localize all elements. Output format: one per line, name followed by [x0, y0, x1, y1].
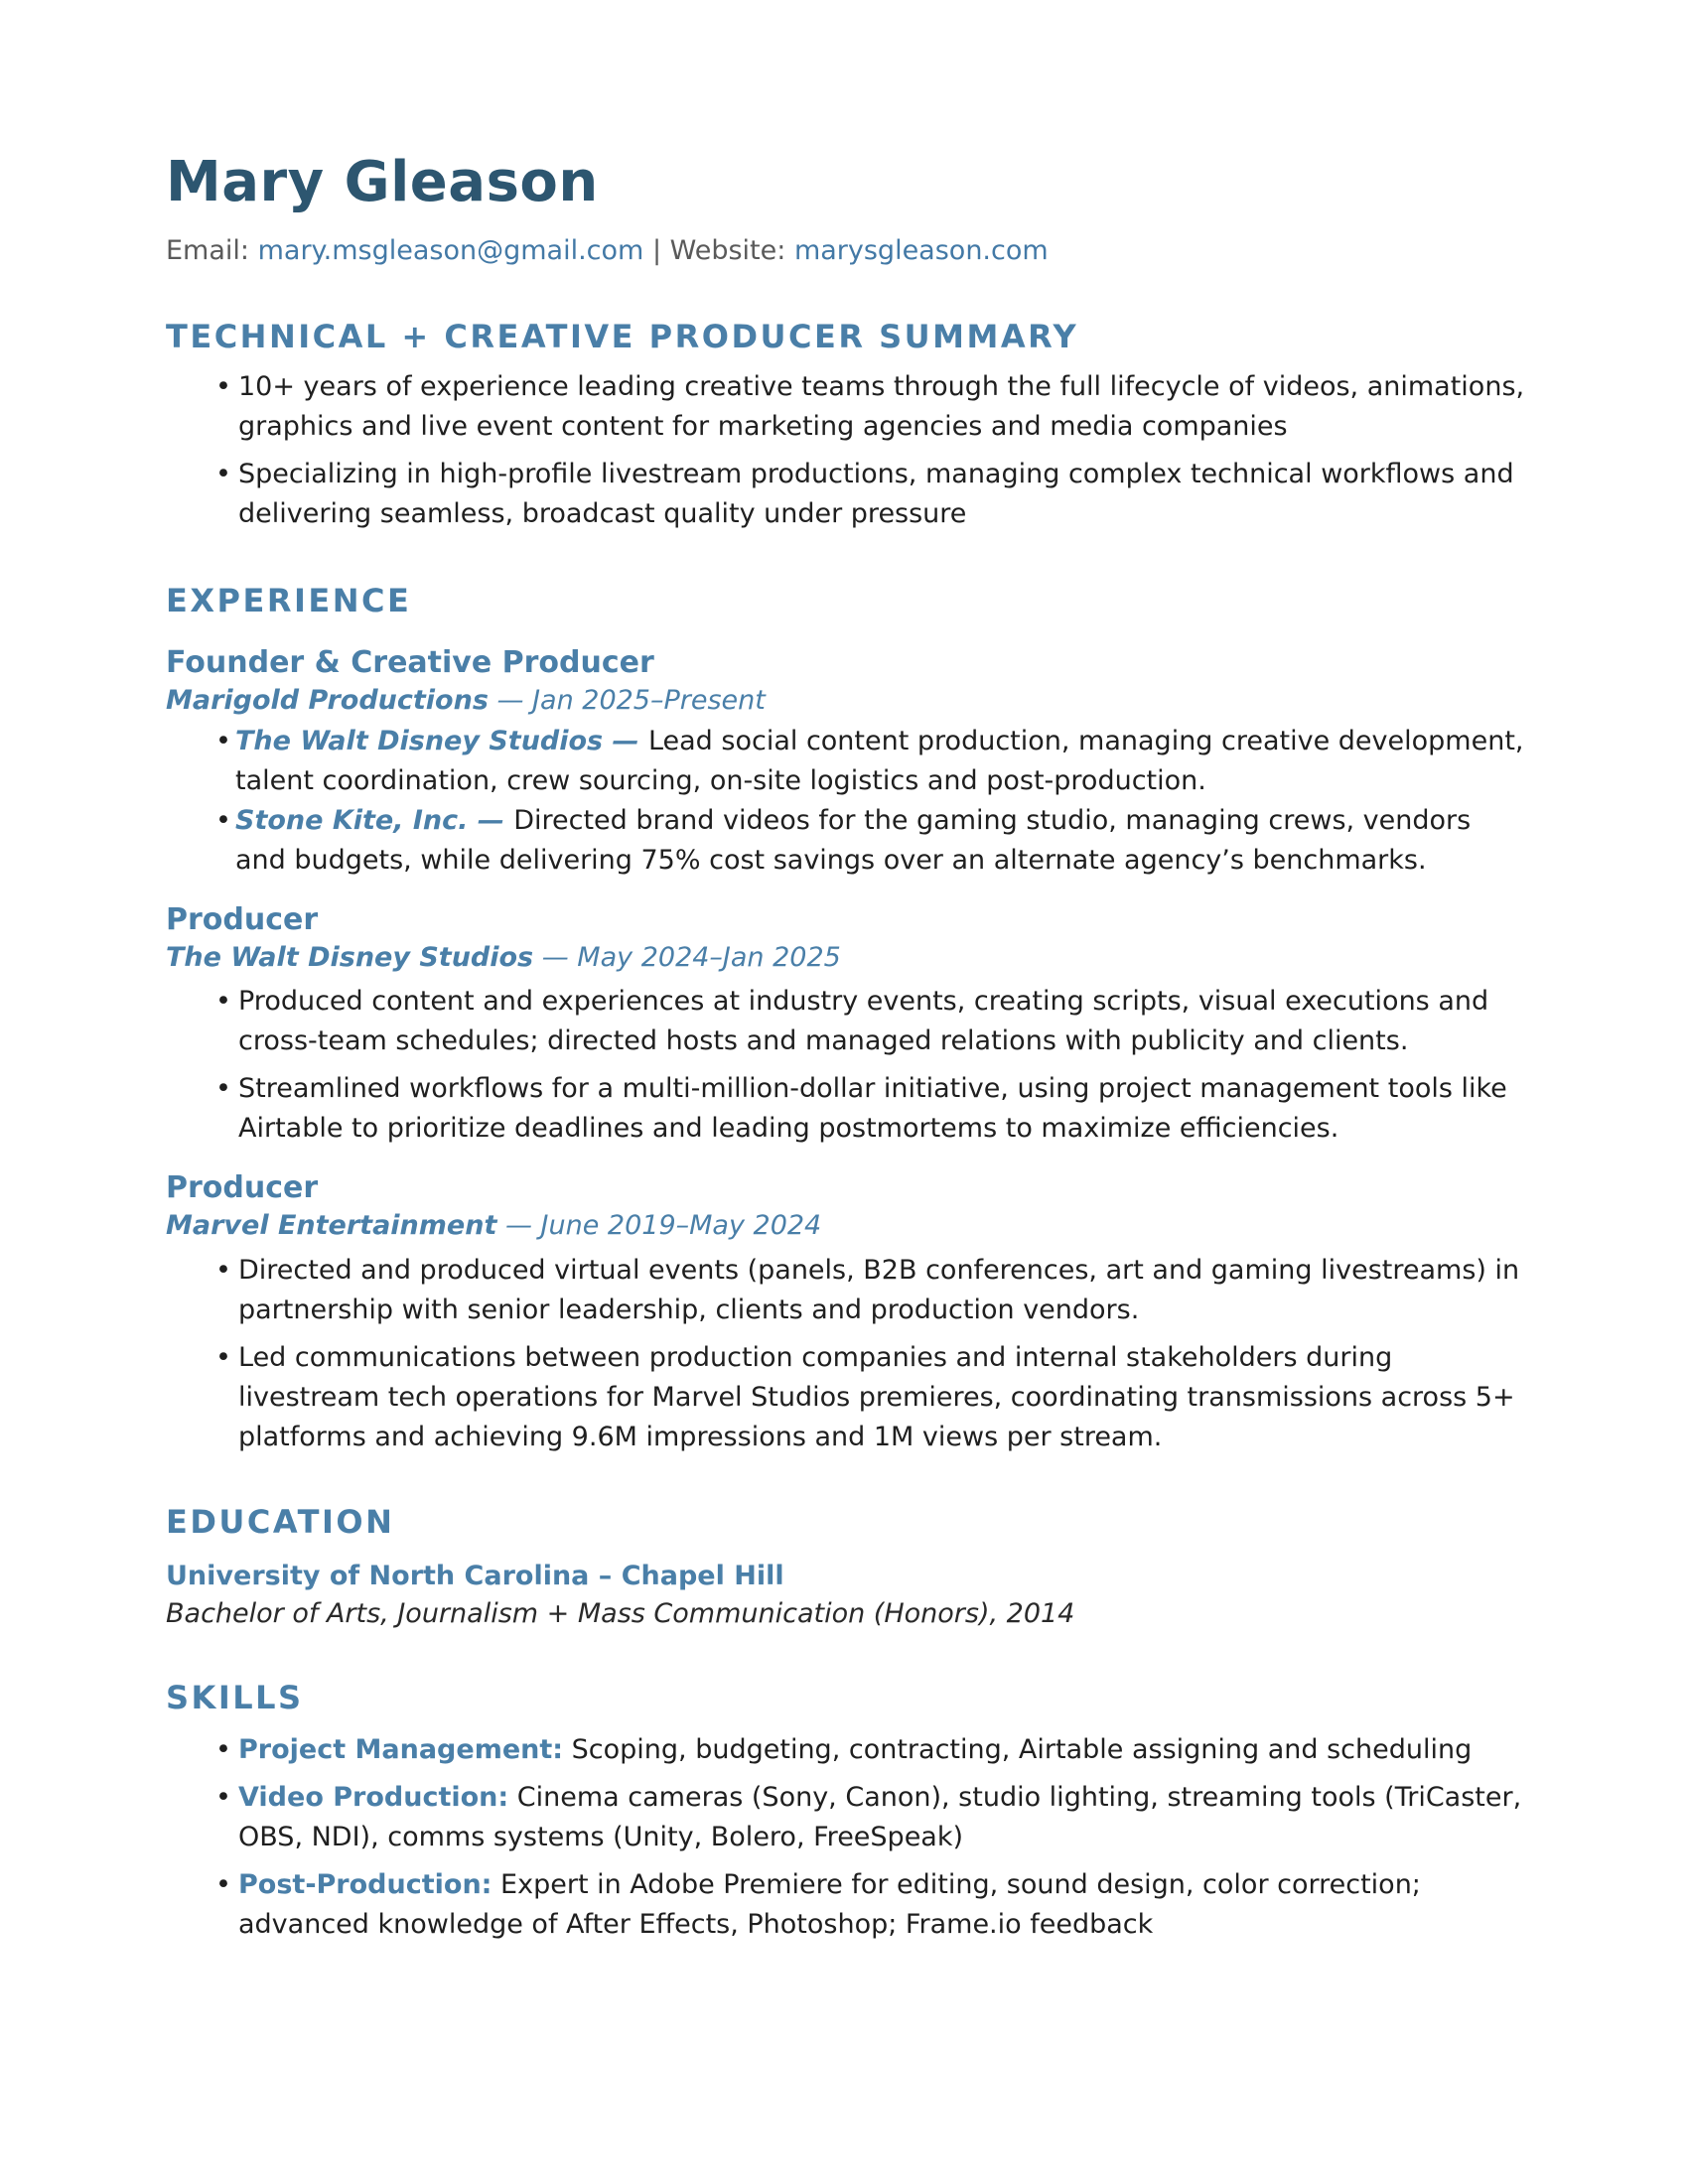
- job-bullet: • Led communications between production companies and internal stakeholders during livestream tech operations for Marvel Studios premieres, coordinating transmissions across 5+ platforms and achieving 9.6M impressions and 1M views per stream.: [166, 1338, 1526, 1457]
- skill-label: Post-Production:: [238, 1869, 492, 1901]
- client-name: Stone Kite, Inc. —: [235, 804, 514, 836]
- job-title: Producer: [166, 1170, 319, 1206]
- skill-label: Video Production:: [238, 1782, 509, 1814]
- skills-heading: SKILLS: [166, 1678, 304, 1716]
- job-meta: [166, 942, 1526, 974]
- summary-heading: TECHNICAL + CREATIVE PRODUCER SUMMARY: [166, 317, 1079, 355]
- skill-item: [166, 1730, 1526, 1770]
- job-bullet: [166, 722, 1526, 801]
- job-org: The Walt Disney Studios: [166, 941, 534, 973]
- summary-bullet: • 10+ years of experience leading creative teams through the full lifecycle of videos, animations, graphics and live event content for marketing agencies and media companies: [166, 367, 1526, 447]
- contact-separator: |: [643, 235, 670, 267]
- summary-list: [166, 367, 1526, 534]
- website-label: Website:: [669, 235, 794, 267]
- website-link[interactable]: marysgleason.com: [793, 235, 1049, 267]
- job-bullet: • Directed and produced virtual events (panels, B2B conferences, art and gaming livestreams) in partnership with senior leadership, clients and production vendors.: [166, 1251, 1526, 1330]
- job-bullet: [166, 801, 1526, 881]
- job-bullets: [166, 1251, 1526, 1457]
- job-bullets: [166, 722, 1526, 881]
- skill-text: Expert in Adobe Premiere for editing, sound design, color correction; advanced knowledge of After Effects, Photoshop; Frame.io feedback: [238, 1869, 1421, 1941]
- job-org: Marigold Productions: [166, 685, 489, 717]
- job-bullet: • Streamlined workflows for a multi-million-dollar initiative, using project management tools like Airtable to prioritize deadlines and leading postmortems to maximize efficiencies.: [166, 1069, 1526, 1149]
- job-title: Founder & Creative Producer: [166, 645, 654, 681]
- education-degree: Bachelor of Arts, Journalism + Mass Communication (Honors), 2014: [166, 1598, 1075, 1630]
- contact-line: [166, 235, 1526, 267]
- job-entry: [166, 645, 1526, 880]
- job-entry: [166, 1170, 1526, 1456]
- email-label: Email:: [166, 235, 258, 267]
- job-dates: — June 2019–May 2024: [496, 1210, 822, 1242]
- job-bullets: [166, 982, 1526, 1149]
- bullet-text: Lead social content production, managing creative development, talent coordination, crew sourcing, on-site logistics and post-production.: [235, 725, 1524, 796]
- skill-text: Cinema cameras (Sony, Canon), studio lighting, streaming tools (TriCaster, OBS, NDI), comms systems (Unity, Bolero, FreeSpeak): [238, 1782, 1522, 1853]
- skill-item: [166, 1778, 1526, 1857]
- skill-text: Scoping, budgeting, contracting, Airtable assigning and scheduling: [563, 1734, 1473, 1766]
- job-dates: — Jan 2025–Present: [488, 685, 766, 717]
- summary-bullet: • Specializing in high-profile livestream productions, managing complex technical workflows and delivering seamless, broadcast quality under pressure: [166, 455, 1526, 534]
- email-link[interactable]: mary.msgleason@gmail.com: [257, 235, 644, 267]
- job-meta: [166, 1210, 1526, 1242]
- job-org: Marvel Entertainment: [166, 1210, 497, 1242]
- job-entry: [166, 902, 1526, 1149]
- education-school: University of North Carolina – Chapel Hill: [166, 1560, 784, 1591]
- resume-page: [166, 149, 1526, 1945]
- job-title: Producer: [166, 901, 319, 937]
- skill-label: Project Management:: [238, 1734, 564, 1766]
- client-name: The Walt Disney Studios —: [235, 725, 648, 756]
- job-dates: — May 2024–Jan 2025: [533, 941, 841, 973]
- education-heading: EDUCATION: [166, 1502, 395, 1541]
- experience-heading: EXPERIENCE: [166, 581, 412, 619]
- job-meta: [166, 685, 1526, 717]
- skill-item: [166, 1865, 1526, 1945]
- job-bullet: • Produced content and experiences at industry events, creating scripts, visual executions and cross-team schedules; directed hosts and managed relations with publicity and clients.: [166, 982, 1526, 1061]
- candidate-name: Mary Gleason: [166, 150, 599, 214]
- skills-list: [166, 1730, 1526, 1945]
- bullet-text: Directed brand videos for the gaming studio, managing crews, vendors and budgets, while delivering 75% cost savings over an alternate agency’s benchmarks.: [235, 804, 1472, 876]
